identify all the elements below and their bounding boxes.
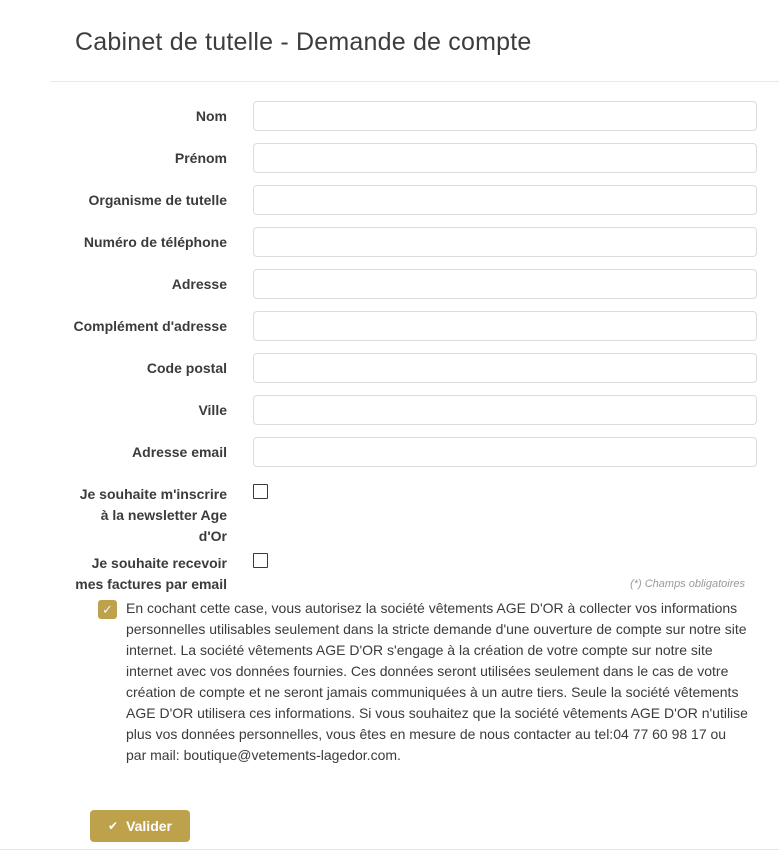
organisme-label: Organisme de tutelle	[88, 192, 227, 208]
invoice-email-optin-label: Je souhaite recevoir mes factures par email	[75, 555, 227, 592]
newsletter-optin-row	[72, 479, 757, 547]
field-row-ville	[72, 395, 757, 425]
field-row-complement	[72, 311, 757, 341]
validate-button-label: Valider	[126, 818, 172, 834]
invoice-email-checkbox[interactable]	[253, 553, 268, 568]
field-row-organisme	[72, 185, 757, 215]
complement-input[interactable]	[253, 311, 757, 341]
field-row-code-postal	[72, 353, 757, 383]
check-icon: ✔	[108, 819, 119, 833]
field-row-nom	[72, 101, 757, 131]
account-request-form	[72, 101, 757, 595]
field-row-telephone	[72, 227, 757, 257]
email-input[interactable]	[253, 437, 757, 467]
field-row-email	[72, 437, 757, 467]
gdpr-consent-row	[98, 598, 749, 766]
telephone-label: Numéro de téléphone	[83, 234, 227, 250]
adresse-input[interactable]	[253, 269, 757, 299]
title-divider	[50, 81, 779, 82]
telephone-input[interactable]	[253, 227, 757, 257]
ville-input[interactable]	[253, 395, 757, 425]
code-postal-input[interactable]	[253, 353, 757, 383]
bottom-divider	[0, 849, 779, 850]
organisme-input[interactable]	[253, 185, 757, 215]
email-label: Adresse email	[132, 444, 227, 460]
validate-button[interactable]	[90, 810, 190, 842]
page-title: Cabinet de tutelle - Demande de compte	[75, 28, 532, 56]
newsletter-checkbox[interactable]	[253, 484, 268, 499]
field-row-adresse	[72, 269, 757, 299]
complement-label: Complément d'adresse	[73, 318, 227, 334]
field-row-prenom	[72, 143, 757, 173]
gdpr-consent-text: En cochant cette case, vous autorisez la société vêtements AGE D'OR à collecter vos informations personnelles utilisables seulement dans la stricte demande d'une ouverture de compte sur notre site internet. La société vêtements AGE D'OR s'engage à la création de votre compte sur notre site internet avec vos données fournies. Ces données seront utilisées seulement dans le cas de votre création de compte et ne seront jamais communiquées à un autre tiers. Seule la société vêtements AGE D'OR utilisera ces informations. Si vous souhaitez que la société vêtements AGE D'OR n'utilise plus vos données personnelles, vous êtes en mesure de nous contacter au tel:04 77 60 98 17 ou par mail: boutique@vetements-lagedor.com.	[126, 600, 748, 763]
gdpr-consent-checkbox[interactable]	[98, 600, 117, 619]
nom-input[interactable]	[253, 101, 757, 131]
code-postal-label: Code postal	[146, 360, 227, 376]
adresse-label: Adresse	[171, 276, 227, 292]
required-fields-note: (*) Champs obligatoires	[630, 578, 745, 590]
prenom-input[interactable]	[253, 143, 757, 173]
prenom-label: Prénom	[174, 150, 227, 166]
newsletter-optin-label: Je souhaite m'inscrire à la newsletter Age d'Or	[79, 486, 227, 544]
nom-label: Nom	[195, 108, 227, 124]
ville-label: Ville	[198, 402, 227, 418]
